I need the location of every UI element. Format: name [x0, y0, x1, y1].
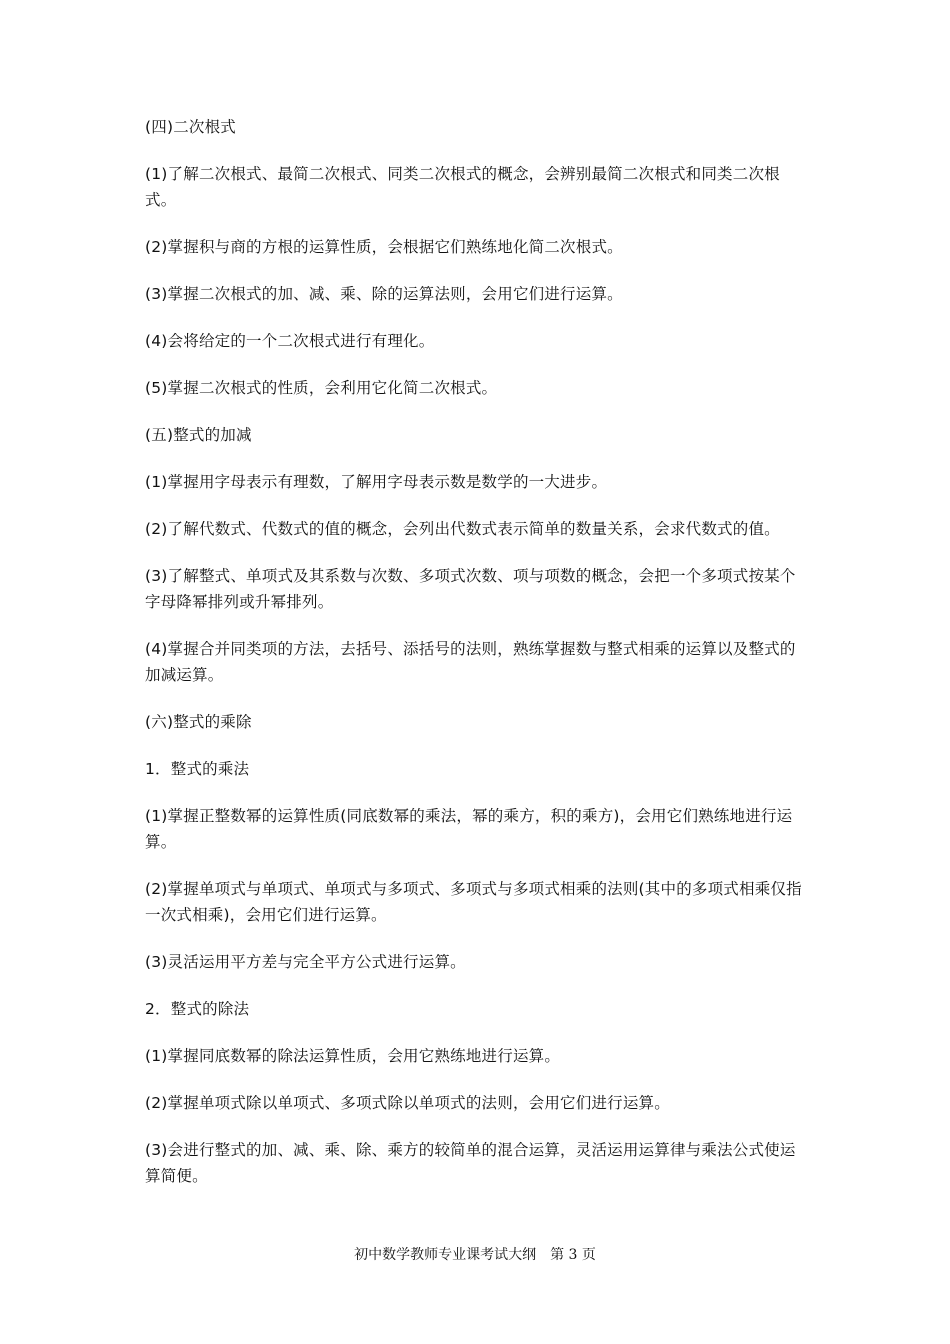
list-item: (2)掌握单项式与单项式、单项式与多项式、多项式与多项式相乘的法则(其中的多项式相乘仅指一次式相乘)，会用它们进行运算。	[145, 880, 802, 924]
list-item: (3)掌握二次根式的加、减、乘、除的运算法则，会用它们进行运算。	[145, 285, 623, 303]
list-item: (3)会进行整式的加、减、乘、除、乘方的较简单的混合运算，灵活运用运算律与乘法公式使运算简便。	[145, 1141, 796, 1185]
list-item: (2)掌握积与商的方根的运算性质，会根据它们熟练地化简二次根式。	[145, 238, 623, 256]
list-item: (1)了解二次根式、最简二次根式、同类二次根式的概念，会辨别最简二次根式和同类二次根式。	[145, 165, 780, 209]
list-item: (1)掌握正整数幂的运算性质(同底数幂的乘法，幂的乘方，积的乘方)，会用它们熟练地进行运算。	[145, 807, 793, 851]
section-heading-5: (五)整式的加减	[145, 426, 252, 444]
section-heading-6: (六)整式的乘除	[145, 713, 252, 731]
list-item: (1)掌握同底数幂的除法运算性质，会用它熟练地进行运算。	[145, 1047, 561, 1065]
list-item: (2)掌握单项式除以单项式、多项式除以单项式的法则，会用它们进行运算。	[145, 1094, 670, 1112]
page-body	[145, 114, 810, 1210]
list-item: (3)灵活运用平方差与完全平方公式进行运算。	[145, 953, 466, 971]
list-item: (2)了解代数式、代数式的值的概念，会列出代数式表示简单的数量关系，会求代数式的值。	[145, 520, 780, 538]
section-heading-4: (四)二次根式	[145, 118, 236, 136]
list-item: (3)了解整式、单项式及其系数与次数、多项式次数、项与项数的概念，会把一个多项式按某个字母降幂排列或升幂排列。	[145, 567, 796, 611]
page-footer: 初中数学教师专业课考试大纲 第 3 页	[354, 1247, 596, 1263]
list-item: (1)掌握用字母表示有理数，了解用字母表示数是数学的一大进步。	[145, 473, 608, 491]
list-item: (4)掌握合并同类项的方法，去括号、添括号的法则，熟练掌握数与整式相乘的运算以及整式的加减运算。	[145, 640, 796, 684]
list-item: (4)会将给定的一个二次根式进行有理化。	[145, 332, 435, 350]
list-item: (5)掌握二次根式的性质，会利用它化简二次根式。	[145, 379, 498, 397]
subsection-heading: 2．整式的除法	[145, 1000, 250, 1018]
subsection-heading: 1．整式的乘法	[145, 760, 250, 778]
